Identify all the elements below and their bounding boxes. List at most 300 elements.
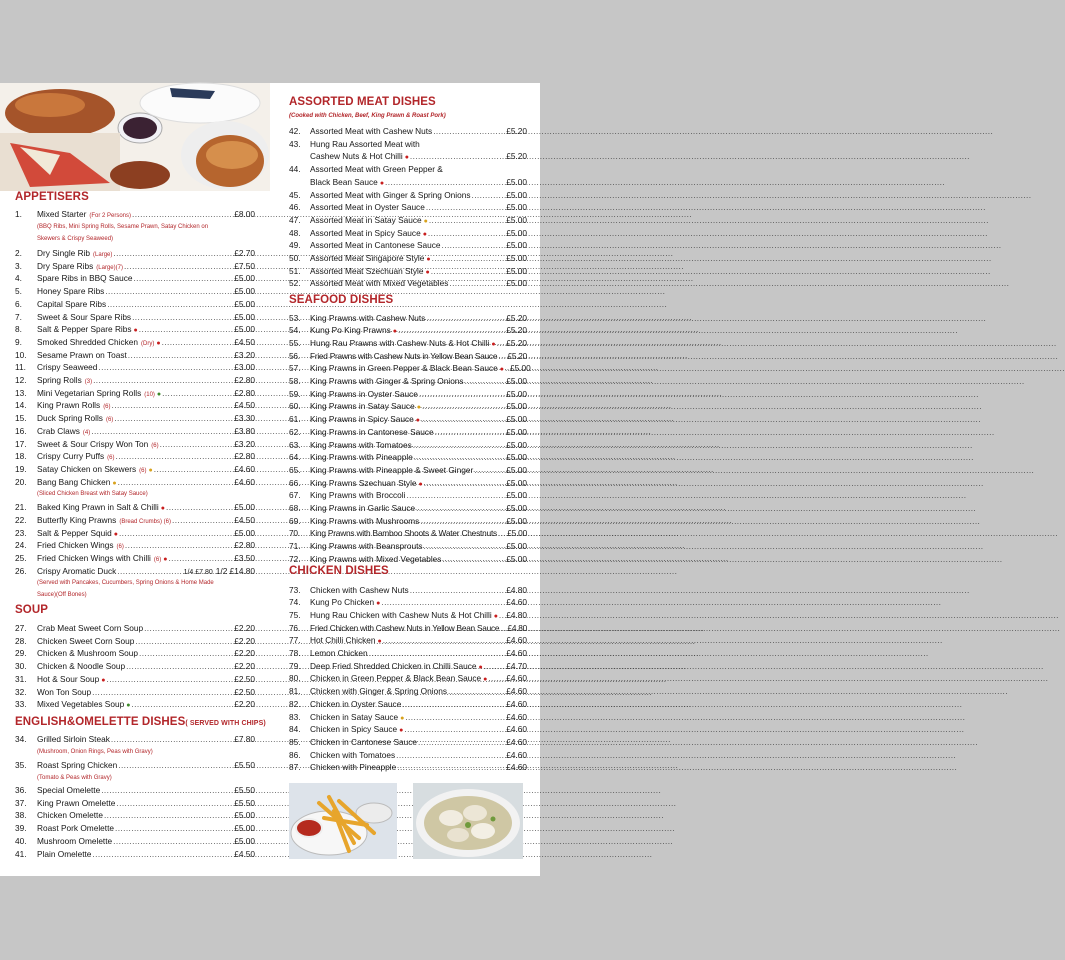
item-name: Spare Ribs in BBQ Sauce <box>37 273 133 284</box>
menu-item <box>289 597 527 609</box>
item-name: Chicken with Cashew Nuts <box>310 584 409 595</box>
dot-leader <box>421 414 505 424</box>
menu-item <box>15 648 255 658</box>
dot-leader <box>105 286 233 296</box>
dot-leader <box>419 389 505 399</box>
menu-item <box>15 810 255 820</box>
item-name-text: Duck Spring Rolls <box>37 413 103 424</box>
menu-item <box>15 849 255 859</box>
item-number: 21. <box>15 502 27 513</box>
menu-item <box>289 126 527 136</box>
item-number: 81. <box>289 686 301 697</box>
item-price: £5.00 <box>506 227 527 238</box>
item-name-text: Salt & Pepper Spare Ribs <box>37 324 132 335</box>
item-name: Assorted Meat with Ginger & Spring Onions <box>310 189 471 200</box>
item-price: £5.00 <box>506 477 527 488</box>
item-name-text: Assorted Meat Singapore Style <box>310 253 425 263</box>
item-note: (10) <box>144 391 155 398</box>
item-description: (Mushroom, Onion Rings, Peas with Gravy) <box>37 749 153 755</box>
item-name <box>310 338 496 350</box>
item-number: 57. <box>289 363 301 374</box>
item-price: £5.20 <box>506 325 527 336</box>
dot-leader <box>107 674 234 684</box>
item-price <box>184 566 255 578</box>
item-price: £3.50 <box>234 553 255 564</box>
item-name <box>310 414 420 426</box>
item-name-text: Hot & Sour Soup <box>37 673 100 684</box>
item-name <box>310 712 404 724</box>
menu-item <box>15 451 255 463</box>
dot-leader <box>449 278 505 288</box>
item-name <box>310 478 423 490</box>
dot-leader <box>118 760 233 770</box>
item-price: £4.60 <box>506 635 527 646</box>
menu-item <box>289 661 527 673</box>
chilli-icon: ● <box>418 480 423 488</box>
item-price: £4.60 <box>506 686 527 697</box>
item-price: £4.80 <box>507 622 527 633</box>
item-name: Chicken in Cantonese Sauce <box>310 736 418 747</box>
menu-item <box>289 528 527 538</box>
dot-leader <box>101 785 233 795</box>
item-number: 55. <box>289 337 301 348</box>
item-number: 59. <box>289 388 301 399</box>
item-name <box>310 635 382 647</box>
item-name <box>37 553 167 565</box>
item-name-text: Spring Rolls <box>37 375 82 385</box>
item-name <box>37 464 153 476</box>
menu-item <box>289 673 527 685</box>
chilli-icon: ● <box>160 505 165 513</box>
dot-leader <box>116 798 233 808</box>
item-name <box>310 325 397 337</box>
item-name <box>310 228 427 240</box>
item-name: King Prawns with Beansprouts <box>310 541 423 552</box>
menu-item <box>289 623 527 633</box>
item-price: £5.00 <box>506 176 527 187</box>
item-name: Honey Spare Ribs <box>37 286 105 297</box>
item-name-text: Cashew Nuts & Hot Chilli <box>310 151 403 162</box>
mild-chilli-icon: ● <box>416 404 421 412</box>
item-number: 86. <box>289 749 301 760</box>
item-name: Grilled Sirloin Steak <box>37 734 110 744</box>
item-name-text: Deep Fried Shredded Chicken in Chilli Sauce <box>310 660 477 671</box>
chilli-icon: ● <box>478 663 483 671</box>
dot-leader <box>92 687 233 697</box>
menu-item <box>15 823 255 833</box>
item-name-text: Mixed Starter <box>37 209 87 219</box>
item-name <box>37 439 159 451</box>
item-name: Chicken with Tomatoes <box>310 749 396 760</box>
item-number: 62. <box>289 426 301 437</box>
item-name-text: Hung Rau Chicken with Cashew Nuts & Hot Chilli <box>310 609 492 620</box>
item-price: £5.00 <box>506 452 527 463</box>
dot-leader <box>107 299 233 309</box>
item-name: Crab Meat Sweet Corn Soup <box>37 623 144 633</box>
item-number: 82. <box>289 698 301 709</box>
item-name: King Prawns with Bamboo Shoots & Water Chestnuts <box>310 528 498 539</box>
item-name: Roast Pork Omelette <box>37 823 115 834</box>
dot-leader <box>132 209 233 219</box>
menu-item <box>15 687 255 697</box>
item-name: King Prawns in Garlic Sauce <box>310 503 416 513</box>
item-name-text: Chicken in Satay Sauce <box>310 711 399 722</box>
item-name: King Prawns with Pineapple & Sweet Ginger <box>310 464 474 475</box>
item-number: 42. <box>289 126 301 136</box>
item-number: 32. <box>15 686 27 697</box>
menu-item <box>289 338 527 350</box>
menu-item <box>289 699 527 709</box>
item-name: Chicken in Oyster Sauce <box>310 698 402 709</box>
dot-leader <box>398 325 505 335</box>
item-name-text: Dry Single Rib <box>37 248 91 258</box>
item-price: £4.60 <box>506 724 527 735</box>
item-name-text: Assorted Meat Szechuan Style <box>310 265 424 276</box>
dot-leader <box>116 451 234 461</box>
menu-item-continued <box>310 151 527 163</box>
item-price: £5.00 <box>506 265 527 276</box>
item-number: 41. <box>15 848 27 859</box>
item-name: Chicken & Mushroom Soup <box>37 648 138 659</box>
item-name: Assorted Meat with Green Pepper & <box>310 164 443 175</box>
item-number: 15. <box>15 413 27 424</box>
mild-chilli-icon: ● <box>112 479 117 487</box>
item-price: £8.00 <box>234 209 255 219</box>
item-number: 54. <box>289 325 301 336</box>
item-number: 60. <box>289 401 301 412</box>
dot-leader <box>113 248 233 258</box>
item-name <box>37 477 117 489</box>
section-subtitle: (Cooked with Chicken, Beef, King Prawn & Roast Pork) <box>289 113 446 119</box>
menu-item <box>289 541 527 551</box>
item-number: 22. <box>15 515 27 525</box>
dot-leader <box>133 273 233 283</box>
item-name-text: Dry Spare Ribs <box>37 260 94 271</box>
menu-item <box>15 286 255 296</box>
menu-item <box>15 661 255 671</box>
item-name <box>37 515 171 527</box>
item-number: 4. <box>15 273 22 284</box>
item-name: King Prawns with Mixed Vegetables <box>310 553 442 564</box>
menu-item <box>289 724 527 736</box>
item-description: (Sliced Chicken Breast with Satay Sauce) <box>37 491 148 497</box>
item-number: 58. <box>289 376 301 386</box>
item-price: £5.00 <box>506 376 527 386</box>
item-number: 38. <box>15 810 27 821</box>
dot-leader <box>405 712 505 722</box>
chilli-icon: ● <box>156 339 161 347</box>
menu-item <box>15 785 255 795</box>
section-title-text: ENGLISH&OMELETTE DISHES <box>15 716 186 728</box>
mild-chilli-icon: ● <box>400 714 405 722</box>
item-name-text: Kung Po King Prawns <box>310 325 391 336</box>
item-number: 11. <box>15 362 26 373</box>
chilli-icon: ● <box>377 638 382 646</box>
menu-item <box>289 503 527 513</box>
dot-leader <box>104 810 233 820</box>
dot-leader <box>144 623 233 633</box>
item-number: 24. <box>15 540 27 551</box>
dot-leader <box>139 648 233 658</box>
menu-item <box>289 478 527 490</box>
item-name: King Prawn Omelette <box>37 797 116 808</box>
item-price: £5.20 <box>506 312 527 323</box>
item-number: 44. <box>289 164 301 175</box>
item-number: 52. <box>289 278 301 289</box>
menu-item <box>15 337 255 349</box>
item-name <box>37 375 92 387</box>
dot-leader <box>131 699 233 709</box>
chilli-icon: ● <box>415 417 420 425</box>
item-price: £5.00 <box>506 214 527 225</box>
item-price: £4.80 <box>506 609 527 620</box>
item-price: £3.00 <box>234 362 255 373</box>
item-number: 85. <box>289 736 301 747</box>
dot-leader <box>154 464 234 474</box>
menu-item <box>15 836 255 846</box>
item-number: 51. <box>289 265 301 276</box>
item-name-text: Crab Claws <box>37 425 80 436</box>
item-price: £5.00 <box>506 541 527 552</box>
dot-leader <box>499 610 505 620</box>
dot-leader <box>424 478 505 488</box>
dot-leader <box>119 528 233 538</box>
leaf-icon: ● <box>156 390 162 398</box>
item-description: (Tomato & Peas with Gravy) <box>37 775 112 781</box>
item-name <box>310 253 431 265</box>
item-price: £2.20 <box>234 699 255 710</box>
dot-leader <box>498 351 506 361</box>
item-note: (Dry) <box>141 340 155 347</box>
menu-item <box>289 737 527 747</box>
item-name: Lemon Chicken <box>310 648 368 658</box>
dot-leader <box>433 126 505 136</box>
item-name <box>37 540 124 552</box>
dot-leader <box>498 528 506 538</box>
item-name: Chicken with Ginger & Spring Onions <box>310 686 447 697</box>
menu-item <box>15 674 255 686</box>
dot-leader <box>160 439 234 449</box>
dot-leader <box>414 452 505 462</box>
dot-leader <box>428 228 505 238</box>
quarter-price: 1/4 £7.80 <box>183 568 213 576</box>
item-price: £2.50 <box>234 673 255 684</box>
item-price: £4.60 <box>506 762 527 773</box>
item-price: £4.80 <box>506 584 527 595</box>
item-number: 30. <box>15 661 27 672</box>
dot-leader <box>168 553 233 563</box>
dot-leader <box>435 427 506 437</box>
dot-leader <box>413 440 505 450</box>
item-name-text: Bang Bang Chicken <box>37 476 111 487</box>
item-number: 33. <box>15 699 27 710</box>
item-name: Sweet & Sour Spare Ribs <box>37 311 132 322</box>
chilli-icon: ● <box>499 366 504 374</box>
chilli-icon: ● <box>376 600 381 608</box>
item-name <box>310 597 380 609</box>
item-price: £4.50 <box>234 336 255 347</box>
mild-chilli-icon: ● <box>423 217 428 225</box>
item-price: £3.20 <box>234 438 255 449</box>
item-name: Roast Spring Chicken <box>37 760 118 770</box>
dot-leader <box>162 388 233 398</box>
item-price: £5.00 <box>506 464 527 475</box>
chilli-icon: ● <box>425 268 430 276</box>
item-number: 45. <box>289 189 301 200</box>
item-price: £4.50 <box>234 848 255 859</box>
item-number: 84. <box>289 724 301 735</box>
dot-leader <box>448 686 505 696</box>
menu-item <box>15 439 255 451</box>
menu-item <box>15 699 255 711</box>
item-price: £2.20 <box>234 635 255 646</box>
menu-item <box>289 554 527 564</box>
item-number: 34. <box>15 734 27 744</box>
item-name <box>37 699 130 711</box>
item-name <box>310 177 384 189</box>
dot-leader <box>396 750 505 760</box>
item-number: 26. <box>15 565 27 576</box>
item-name: King Prawns with Broccoli <box>310 490 406 501</box>
item-price: £5.00 <box>234 324 255 335</box>
item-price: £3.20 <box>234 349 255 360</box>
item-name: Chicken Sweet Corn Soup <box>37 635 135 646</box>
dot-leader <box>429 215 505 225</box>
menu-item <box>289 376 527 386</box>
item-number: 40. <box>15 835 27 846</box>
dot-leader <box>442 240 506 250</box>
item-price: £4.60 <box>506 698 527 709</box>
item-name <box>37 388 161 400</box>
dot-leader <box>118 477 234 487</box>
dot-leader <box>166 502 233 512</box>
menu-item <box>289 266 527 278</box>
chilli-icon: ● <box>483 676 488 684</box>
item-name-text: Assorted Meat in Spicy Sauce <box>310 227 421 238</box>
item-price: £3.30 <box>234 413 255 424</box>
item-price: £2.20 <box>234 623 255 633</box>
item-note: (Large)(7) <box>96 264 123 271</box>
menu-item <box>289 414 527 426</box>
item-price: £5.20 <box>506 126 527 136</box>
dot-leader <box>465 376 506 386</box>
dot-leader <box>416 503 505 513</box>
item-price: £2.20 <box>234 661 255 672</box>
menu-item <box>15 375 255 387</box>
item-name <box>37 426 90 438</box>
item-name: Chicken & Noodle Soup <box>37 661 126 672</box>
item-price: £3.80 <box>234 425 255 436</box>
item-price: £5.00 <box>234 298 255 309</box>
item-name: Won Ton Soup <box>37 686 92 697</box>
item-number: 19. <box>15 463 27 474</box>
mild-chilli-icon: ● <box>148 466 153 474</box>
item-name-text: Hung Rau Prawns with Cashew Nuts & Hot Chilli <box>310 337 490 348</box>
menu-item <box>289 215 527 227</box>
item-number: 65. <box>289 464 301 475</box>
item-price: £4.60 <box>234 476 255 487</box>
item-price: £5.00 <box>506 278 527 289</box>
item-price: £7.50 <box>234 260 255 271</box>
item-price: £5.00 <box>234 810 255 821</box>
item-name <box>37 324 138 336</box>
item-name-text: Chicken in Spicy Sauce <box>310 724 398 735</box>
item-price: £5.20 <box>506 151 527 162</box>
item-name-text: King Prawns in Satay Sauce <box>310 401 415 412</box>
item-name <box>310 610 498 622</box>
item-number: 67. <box>289 490 301 501</box>
item-name: Fried Chicken with Cashew Nuts in Yellow Bean Sauce <box>310 622 500 633</box>
leaf-icon: ● <box>126 702 131 710</box>
menu-item <box>289 440 527 450</box>
menu-item <box>289 253 527 265</box>
item-number: 35. <box>15 760 27 770</box>
menu-item <box>289 325 527 337</box>
item-number: 16. <box>15 425 27 436</box>
item-number: 56. <box>289 350 300 361</box>
item-name <box>37 451 115 463</box>
item-number: 28. <box>15 635 27 646</box>
item-name-text: Hot Chilli Chicken <box>310 635 376 646</box>
menu-item <box>289 465 527 475</box>
item-price: £4.50 <box>234 515 255 525</box>
section-title-appetisers: APPETISERS <box>15 191 89 203</box>
item-number: 74. <box>289 597 301 608</box>
dot-leader <box>500 623 506 633</box>
item-number: 10. <box>15 349 27 360</box>
item-name-text: Assorted Meat in Satay Sauce <box>310 214 422 225</box>
item-description: (Served with Pancakes, Cucumbers, Spring Onions & Home Made <box>37 580 214 586</box>
item-number: 50. <box>289 253 301 263</box>
item-price: £4.60 <box>506 673 527 684</box>
item-number: 73. <box>289 584 301 595</box>
item-price: £5.00 <box>506 388 527 399</box>
item-name: King Prawns in Oyster Sauce <box>310 388 418 399</box>
dot-leader <box>431 266 506 276</box>
item-price: £5.00 <box>234 823 255 834</box>
menu-item <box>15 734 255 744</box>
item-note: (6) <box>151 442 159 449</box>
dot-leader <box>484 661 506 671</box>
dot-leader <box>115 823 233 833</box>
item-number: 17. <box>15 438 27 449</box>
menu-item <box>15 388 255 400</box>
item-number: 49. <box>289 240 301 251</box>
item-name-text: Fried Chicken Wings <box>37 540 114 551</box>
item-price: £5.00 <box>506 189 527 200</box>
menu-item <box>15 362 255 372</box>
item-number: 36. <box>15 785 27 795</box>
item-number: 71. <box>289 541 301 552</box>
chilli-icon: ● <box>491 340 496 348</box>
item-price: £5.20 <box>507 350 527 361</box>
chilli-icon: ● <box>426 256 431 263</box>
item-name <box>37 528 118 540</box>
menu-item <box>15 623 255 633</box>
item-description: Sauce)(Off Bones) <box>37 592 87 598</box>
item-name <box>310 673 487 685</box>
item-note: (4) <box>82 429 91 436</box>
menu-item <box>289 762 527 772</box>
item-name-text: Smoked Shredded Chicken <box>37 336 139 347</box>
menu-item <box>289 190 527 200</box>
item-number: 5. <box>15 286 22 297</box>
chilli-icon: ● <box>113 530 118 538</box>
item-name: King Prawns with Tomatoes <box>310 439 412 450</box>
dot-leader <box>471 190 505 200</box>
item-name <box>310 363 504 375</box>
menu-item <box>15 566 255 578</box>
